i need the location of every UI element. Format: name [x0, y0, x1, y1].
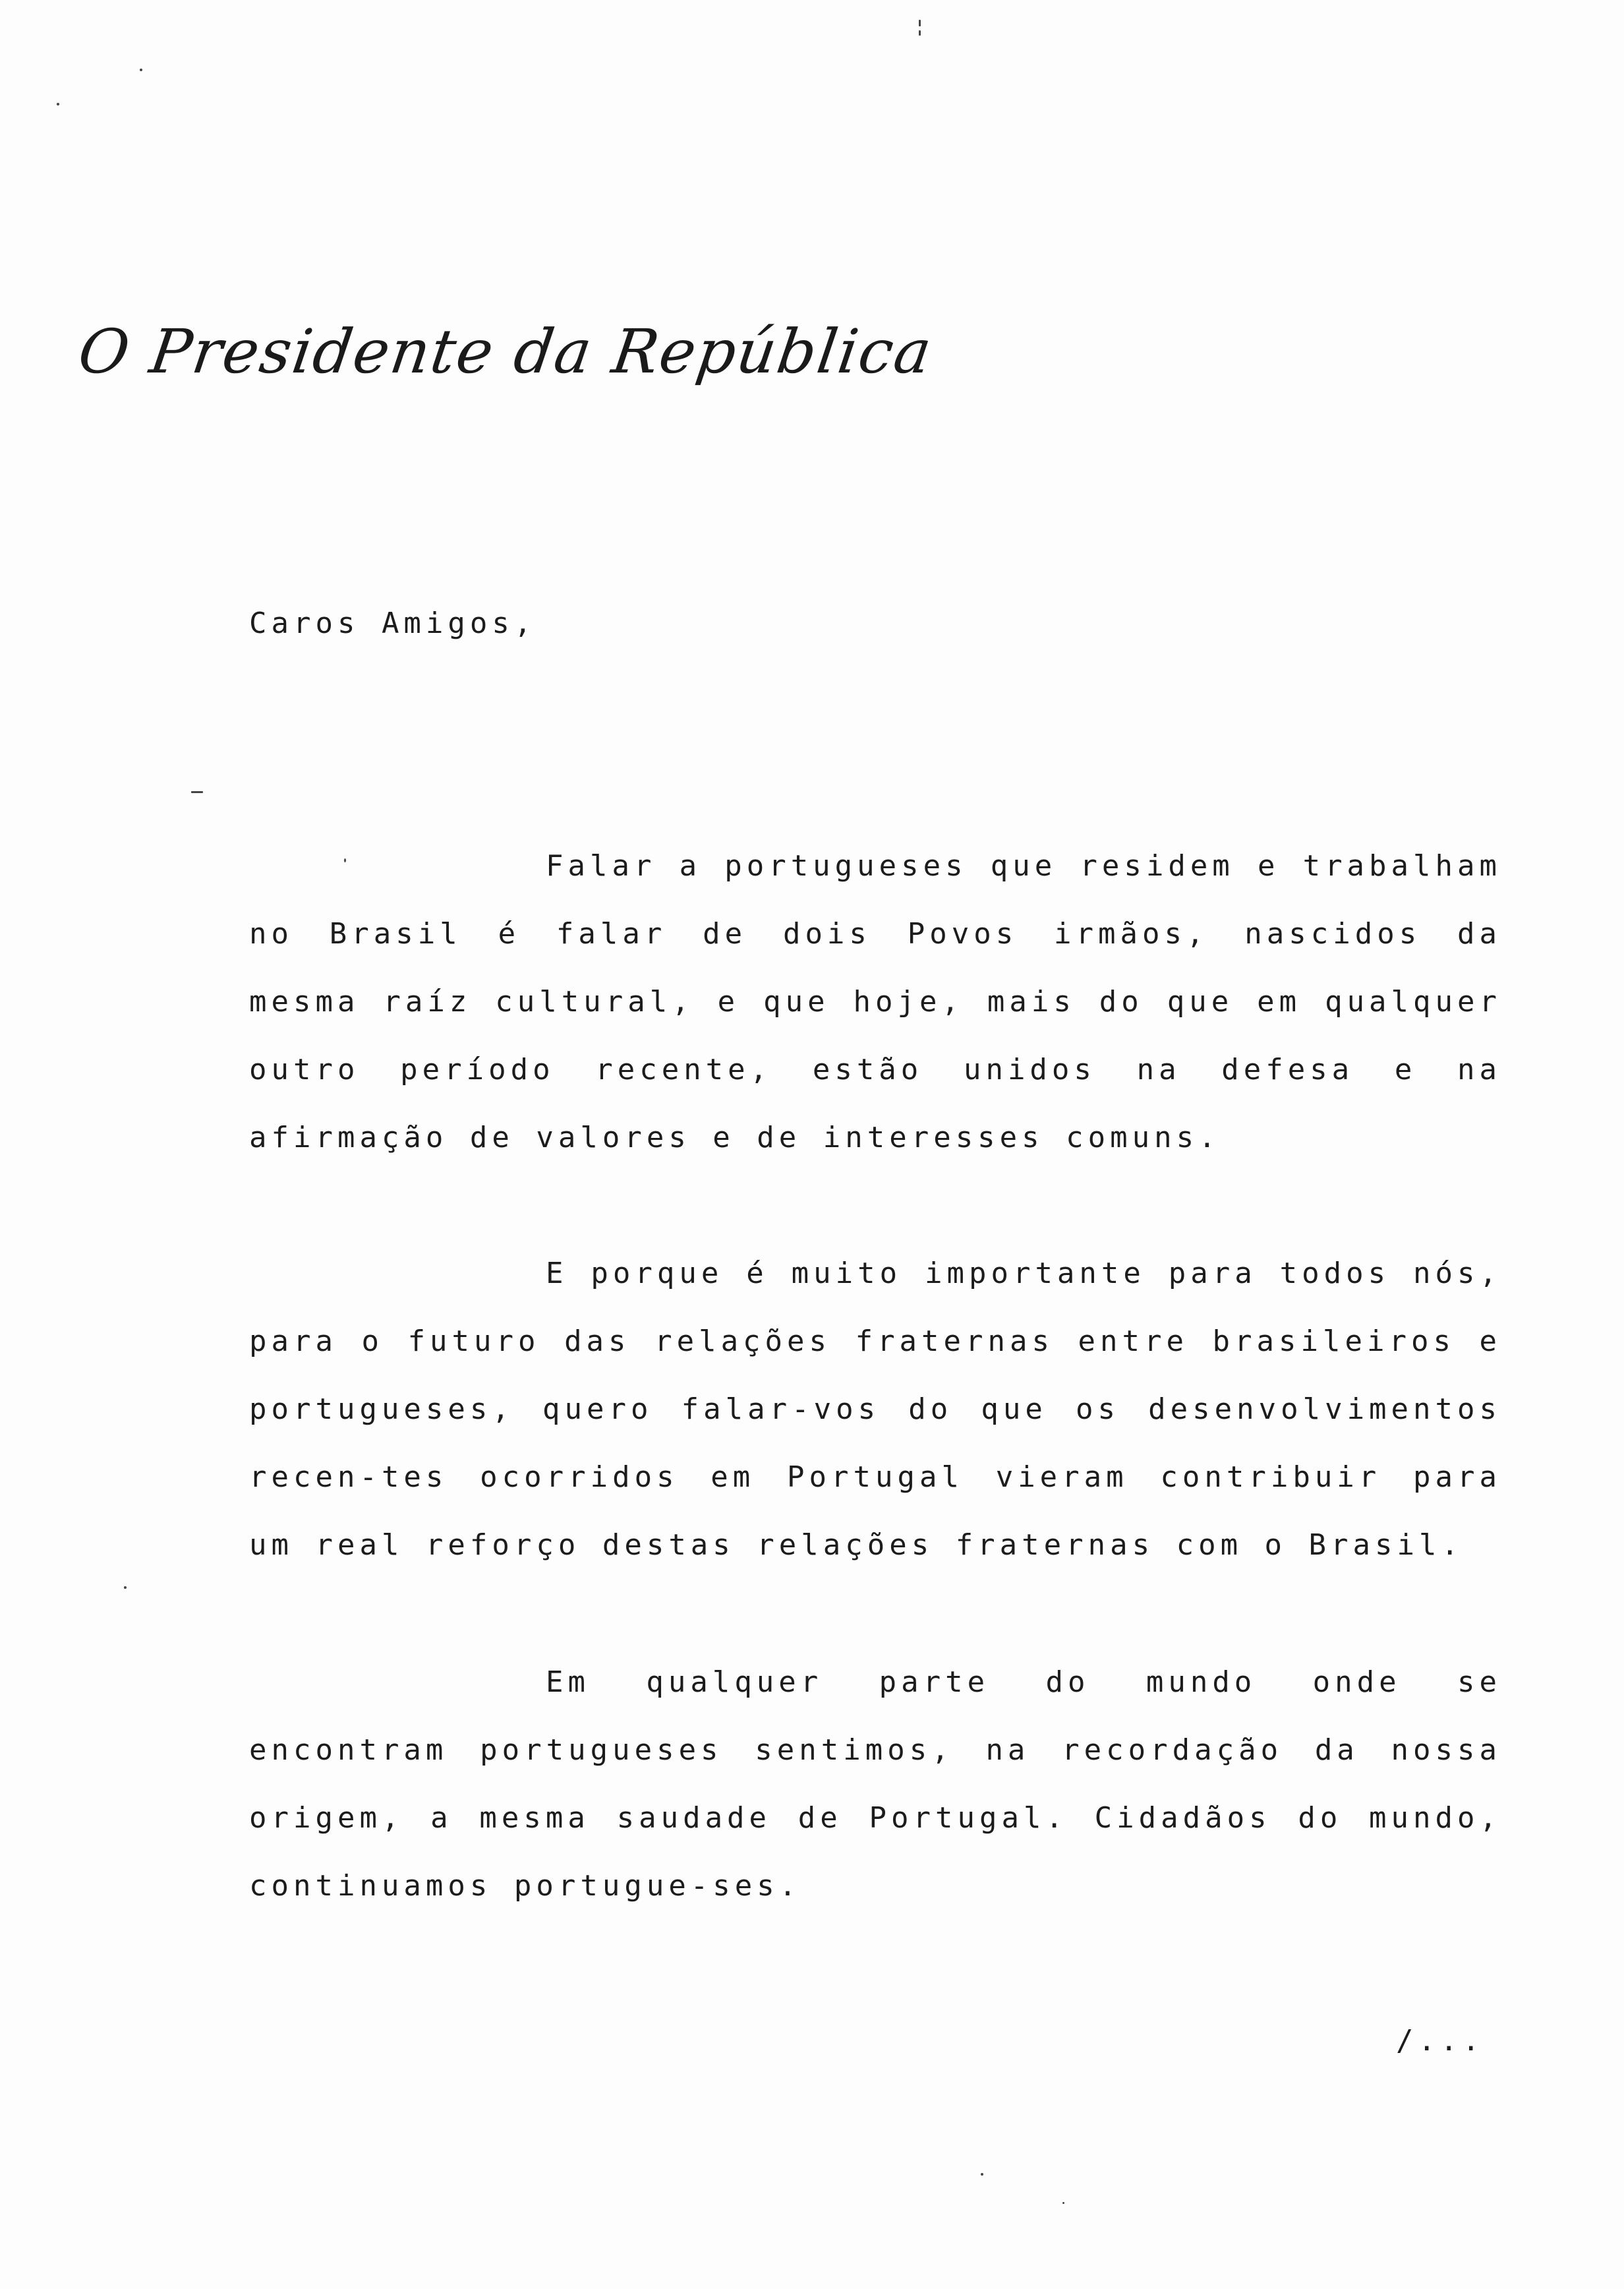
paragraph-3: Em qualquer parte do mundo onde se encontram portugueses sentimos, na recordação da nossa origem, a mesma saudade de Portugal. Cidadãos do mundo, continuamos portugue-ses.	[249, 1665, 1501, 1903]
letterhead-title: O Presidente da República	[74, 316, 937, 387]
scan-speck	[919, 20, 921, 26]
scan-speck	[140, 69, 142, 71]
salutation: Caros Amigos,	[249, 607, 536, 640]
scan-speck	[981, 2173, 983, 2176]
scan-speck	[919, 30, 921, 36]
scan-speck	[191, 791, 203, 793]
scan-speck	[57, 103, 59, 105]
scan-speck	[124, 1586, 127, 1589]
paragraph-2: E porque é muito importante para todos nós, para o futuro das relações fraternas entre brasileiros e portugueses, quero falar-vos do que os desenvolvimentos recen-tes ocorridos em Portugal vieram contribuir para um real reforço destas relações fraternas com o Brasil.	[249, 1257, 1501, 1562]
paragraph-1: Falar a portugueses que residem e trabalham no Brasil é falar de dois Povos irmãos, nascidos da mesma raíz cultural, e que hoje, mais do que em qualquer outro período recente, estão unidos na defesa e na afirmação de valores e de interesses comuns.	[249, 849, 1501, 1154]
continuation-mark: /...	[1396, 2024, 1484, 2058]
scan-speck	[344, 858, 346, 862]
scan-speck	[1062, 2202, 1064, 2204]
